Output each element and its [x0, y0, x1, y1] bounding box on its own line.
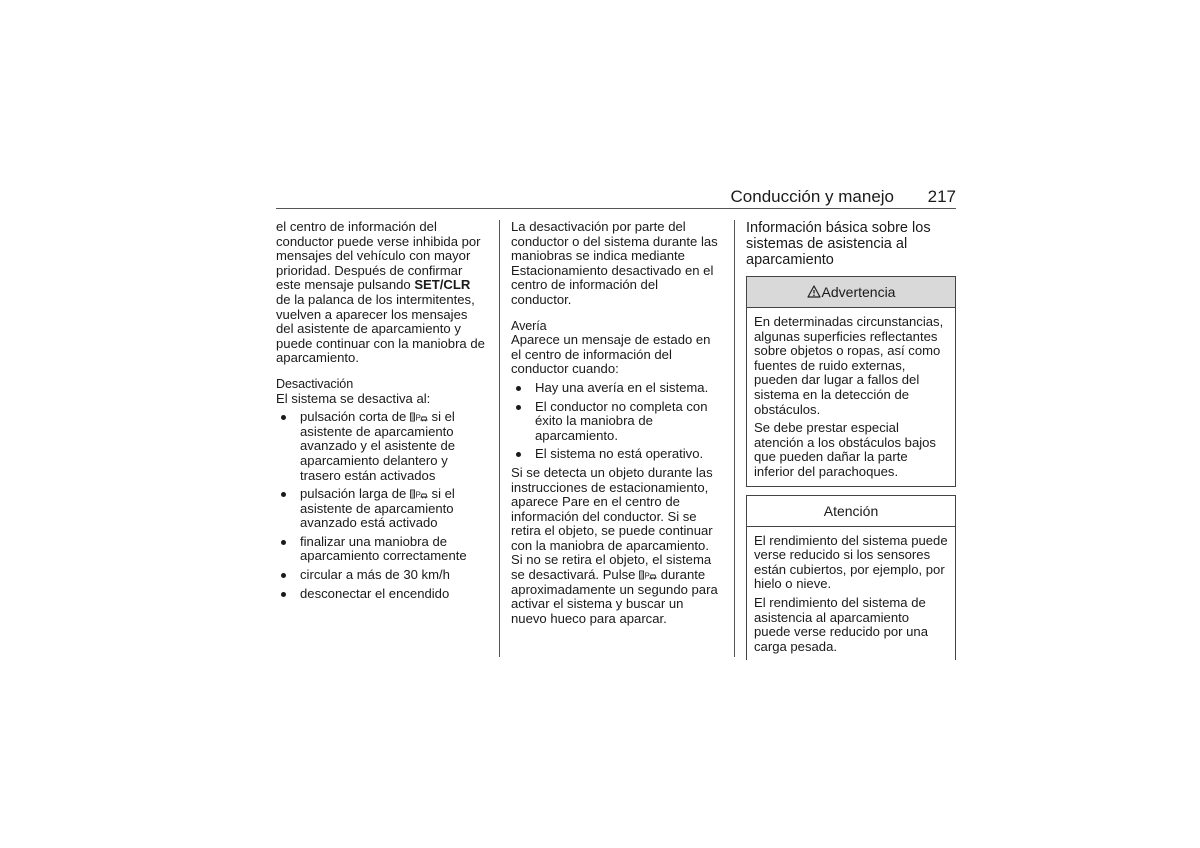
- column-2: [511, 220, 721, 626]
- caution-box-body: [747, 527, 955, 661]
- display-message: Estacionamiento desactivado: [511, 262, 682, 278]
- caution-box-header: Atención: [747, 496, 955, 527]
- list-item: El sistema no está operativo.: [511, 447, 721, 462]
- deactivation-heading: Desactivación: [276, 376, 354, 391]
- paragraph: [276, 220, 488, 366]
- text: el centro de información del conductor puede verse inhibida por mensajes del vehículo con mayor prioridad. Después de confirmar este mensaje pulsando: [276, 219, 481, 293]
- paragraph: [511, 220, 721, 308]
- display-message: Pare: [561, 494, 590, 510]
- svg-text:P: P: [644, 571, 650, 581]
- page-number: 217: [927, 187, 956, 206]
- text: finalizar una maniobra de aparcamiento correctamente: [300, 533, 467, 564]
- warning-box: [746, 276, 956, 487]
- caution-text: El rendimiento del sistema puede verse reducido si los sensores están cubiertos, por ejemplo, por hielo o nieve.: [754, 532, 948, 592]
- warning-box-body: [747, 308, 955, 486]
- svg-text:P: P: [415, 413, 421, 423]
- svg-text:P: P: [415, 490, 421, 500]
- warning-box-header: [747, 277, 955, 308]
- park-assist-icon: [410, 489, 428, 499]
- list-item: [276, 568, 488, 583]
- list-item: [276, 535, 488, 564]
- list-item: [276, 487, 488, 531]
- caution-text: El rendimiento del sistema de asistencia al aparcamiento puede verse reducido por una carga pesada.: [754, 594, 928, 654]
- caution-box: [746, 495, 956, 661]
- column-divider: [734, 220, 735, 657]
- warning-title: Advertencia: [821, 284, 896, 300]
- list-item: El conductor no completa con éxito la maniobra de aparcamiento.: [511, 400, 721, 444]
- column-3: [746, 220, 956, 660]
- text: La desactivación por parte del conductor o del sistema durante las maniobras se indica mediante: [511, 219, 718, 264]
- deactivation-intro: El sistema se desactiva al:: [276, 390, 431, 406]
- fault-heading: Avería: [511, 318, 547, 333]
- text: en el centro de información del conductor. Si se retira el objeto, se puede continuar con la maniobra de aparcamiento. Si no se retira el objeto, el sistema se desactivará. Pulse: [511, 494, 713, 583]
- text: desconectar el encendido: [300, 585, 450, 601]
- warning-text: En determinadas circunstancias, algunas superficies reflectantes sobre objetos o ropas, así como fuentes de ruido externas, pueden dar lugar a fallos del sistema en la detección de obstáculos.: [754, 314, 944, 417]
- text: durante aproximadamente un segundo para activar el sistema y buscar un nuevo hueco para aparcar.: [511, 567, 718, 626]
- text: circular a más de 30 km/h: [300, 567, 450, 583]
- button-name: SET/CLR: [414, 277, 471, 293]
- fault-intro: Aparece un mensaje de estado en el centro de información del conductor cuando:: [511, 332, 711, 377]
- text: Si se detecta un objeto durante las instrucciones de estacionamiento, aparece: [511, 464, 713, 510]
- warning-triangle-icon: [807, 285, 821, 298]
- text: si el asistente de aparcamiento avanzado y el asistente de aparcamiento delantero y trasero están activados: [300, 409, 456, 483]
- section-heading: Información básica sobre los sistemas de asistencia al aparcamiento: [746, 220, 931, 268]
- park-assist-icon: [410, 412, 428, 422]
- park-assist-icon: [639, 570, 657, 580]
- list-item: [276, 410, 488, 483]
- text: pulsación larga de: [300, 486, 410, 502]
- list-item: Hay una avería en el sistema.: [511, 381, 721, 396]
- deactivation-list: [276, 410, 488, 601]
- text: pulsación corta de: [300, 409, 410, 425]
- column-1: [276, 220, 488, 605]
- text: en el centro de información del conductor.: [511, 262, 714, 307]
- section-title: Conducción y manejo: [730, 187, 894, 206]
- fault-list: [511, 381, 721, 462]
- warning-text: Se debe prestar especial atención a los obstáculos bajos que pueden dañar la parte inferior del parachoques.: [754, 420, 936, 479]
- text: si el asistente de aparcamiento avanzado está activado: [300, 486, 455, 531]
- text: de la palanca de los intermitentes, vuelven a aparecer los mensajes del asistente de aparcamiento y puede continuar con la maniobra de aparcamiento.: [276, 291, 485, 366]
- column-divider: [499, 220, 500, 657]
- page-header: [276, 186, 956, 209]
- paragraph: [511, 466, 721, 627]
- list-item: [276, 587, 488, 602]
